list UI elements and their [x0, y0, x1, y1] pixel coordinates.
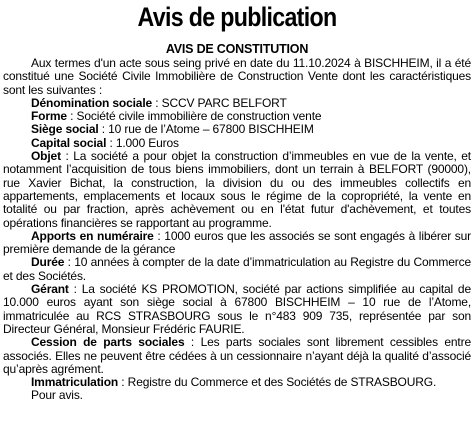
field-cession — [3, 336, 471, 376]
field-immatriculation — [3, 376, 471, 389]
field-value: Les parts sociales sont librement cessibles entre associés. Elles ne peuvent être cédées à un cessionnaire n’ayant déjà la qualité d’associé qu’après agrément. — [3, 335, 471, 376]
field-label: Siège social — [31, 122, 99, 137]
field-value: Registre du Commerce et des Sociétés de STRASBOURG. — [127, 375, 437, 390]
field-separator: : — [106, 135, 116, 150]
field-value: 10 rue de l’Atome – 67800 BISCHHEIM — [108, 122, 314, 137]
field-label: Apports en numéraire — [31, 228, 154, 243]
notice-title: AVIS DE CONSTITUTION — [165, 42, 309, 56]
field-value: La société KS PROMOTION, société par actions simplifiée au capital de 10.000 euros ayant son siège social à 67800 BISCHHEIM – 10 rue de l’Atome, immatriculée au RCS STRASBOURG sous le n°483 909 735, représentée par son Directeur Général, Monsieur Frédéric FAURIE. — [3, 282, 471, 336]
field-separator: : — [64, 255, 75, 270]
field-separator: : — [66, 109, 77, 124]
notice-intro: Aux termes d'un acte sous seing privé en date du 11.10.2024 à BISCHHEIM, il a été constitué une Société Civile Immobilière de Construction Vente dont les caractéristiques sont les suivantes : — [3, 56, 471, 97]
field-separator: : — [118, 375, 128, 390]
field-separator: : — [60, 149, 74, 164]
field-label: Durée — [31, 255, 65, 270]
field-separator: : — [184, 335, 201, 350]
field-value: 1000 euros que les associés se sont engagés à libérer sur première demande de la gérance — [3, 228, 472, 257]
field-label: Capital social — [31, 135, 107, 150]
field-siege — [3, 123, 471, 136]
field-label: Immatriculation — [31, 375, 119, 390]
field-value: Société civile immobilière de construction vente — [76, 109, 322, 124]
field-value: 1.000 Euros — [115, 135, 179, 150]
field-gerant — [3, 283, 471, 336]
field-forme — [3, 110, 471, 123]
page-headline: Avis de publication — [137, 2, 337, 32]
field-duree — [3, 256, 471, 283]
field-label: Objet — [31, 149, 61, 164]
field-label: Cession de parts sociales — [31, 335, 185, 350]
field-capital — [3, 137, 471, 150]
field-denomination — [3, 97, 471, 110]
field-label: Dénomination sociale — [31, 95, 153, 110]
field-objet — [3, 150, 471, 230]
field-separator: : — [68, 282, 82, 297]
field-label: Forme — [31, 109, 67, 124]
field-value: 10 années à compter de la date d’immatriculation au Registre du Commerce et des Sociétés. — [3, 255, 471, 283]
field-label: Gérant — [31, 282, 69, 297]
field-value: SCCV PARC BELFORT — [161, 95, 287, 110]
field-separator: : — [152, 95, 162, 110]
field-separator: : — [153, 228, 165, 243]
notice-closing: Pour avis. — [31, 388, 83, 403]
field-value: La société a pour objet la construction d’immeubles en vue de la vente, et notamment l’acquisition de tous biens immobiliers, dont un terrain à BELFORT (90000), rue Xavier Bichat, la construction, la division du ou des immeubles collectifs en appartements, emplacements et locaux sous le régime de la copropriété, la vente en totalité ou par fraction, après achèvement ou en l'état futur d'achèvement, et toutes opérations financières se rapportant au programme. — [3, 149, 471, 230]
field-separator: : — [98, 122, 109, 137]
field-apports — [3, 230, 471, 257]
notice-body — [3, 57, 471, 403]
